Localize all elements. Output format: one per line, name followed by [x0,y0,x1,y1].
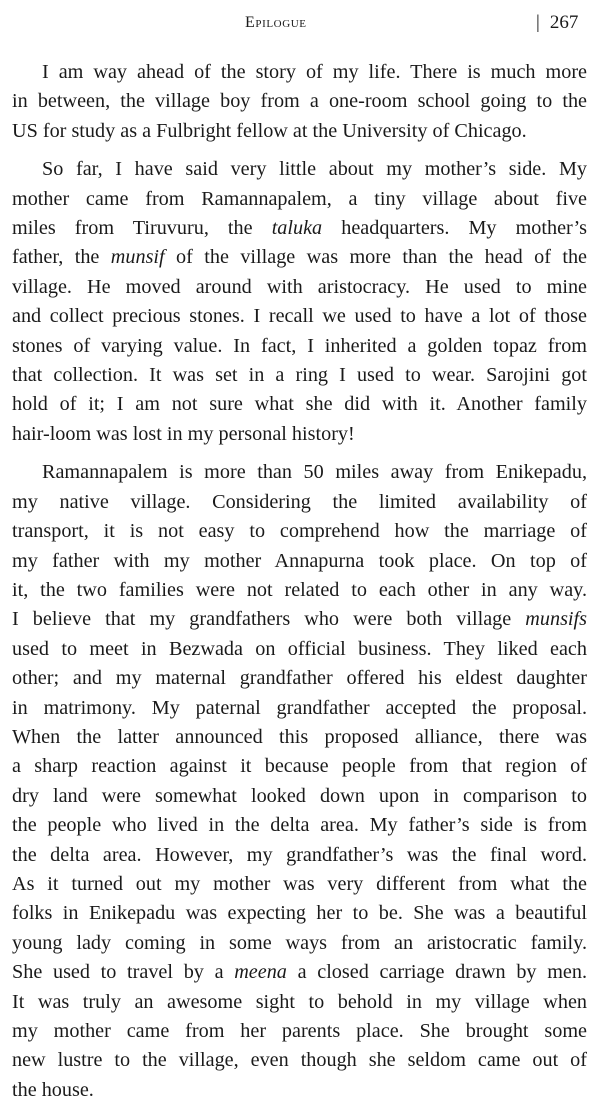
text-line [12,1017,587,1046]
text-line [12,332,587,361]
text-run: it, the two families were not related to each other in any way. [12,578,587,601]
text-run: and collect precious stones. I recall we used to have a lot of those [12,305,587,328]
text-line [12,155,587,184]
text-line [12,929,587,958]
text-line [12,58,587,87]
text-line [12,576,587,605]
text-run: young lady coming in some ways from an aristocratic family. [12,931,587,954]
paragraph [12,58,587,146]
text-line [12,841,587,870]
text-line [12,958,587,987]
text-run: the delta area. However, my grandfather’s was the final word. [12,843,587,866]
text-line [12,302,587,331]
text-line [12,273,587,302]
text-run: new lustre to the village, even though she seldom came out of [12,1049,587,1072]
text-run: in between, the village boy from a one-room school going to the [12,90,587,113]
text-line [12,420,587,449]
text-line [12,214,587,243]
text-run: the people who lived in the delta area. My father’s side is from [12,814,587,837]
text-line [12,547,587,576]
italic-term: munsif [110,246,165,269]
text-line [12,870,587,899]
text-run: Ramannapalem is more than 50 miles away from Enikepadu, [42,461,587,484]
text-line [12,243,587,272]
text-run: headquarters. My mother’s [322,217,587,240]
page-header [0,12,600,42]
text-run: miles from Tiruvuru, the [12,217,272,240]
text-line [12,1046,587,1075]
text-line [12,752,587,781]
text-line [12,185,587,214]
text-run: When the latter announced this proposed alliance, there was [12,725,587,748]
italic-term: taluka [271,217,323,240]
text-run: that collection. It was set in a ring I used to wear. Sarojini got [12,364,587,387]
text-line [12,988,587,1017]
text-line [12,664,587,693]
text-run: transport, it is not easy to comprehend how the marriage of [12,520,587,543]
text-line [12,694,587,723]
text-line [12,117,587,146]
text-line [12,517,587,546]
body-text [12,58,587,1114]
text-run: hold of it; I am not sure what she did with it. Another family [12,393,587,416]
text-line [12,1076,587,1105]
page-number-block [536,12,578,34]
running-head: Epilogue [245,14,307,31]
text-run: I am way ahead of the story of my life. There is much more [42,61,587,83]
text-line [12,635,587,664]
header-separator: | [536,12,540,33]
text-run: mother came from Ramannapalem, a tiny village about five [12,187,587,210]
text-line [12,782,587,811]
text-line [12,723,587,752]
text-run: It was truly an awesome sight to behold in my village when [12,990,587,1013]
text-run: As it turned out my mother was very different from what the [12,872,587,895]
text-line [12,605,587,634]
text-line [12,87,587,116]
text-run: my native village. Considering the limited availability of [12,490,587,513]
text-run: my mother came from her parents place. She brought some [12,1020,587,1042]
text-run: a sharp reaction against it because people from that region of [12,755,587,778]
text-run: US for study as a Fulbright fellow at the University of Chicago. [12,119,527,142]
text-line [12,488,587,517]
text-line [12,361,587,390]
text-run: a closed carriage drawn by men. [286,961,587,984]
text-run: I believe that my grandfathers who were both village [12,608,526,631]
text-line [12,811,587,840]
italic-term: munsifs [525,608,587,631]
text-run: hair-loom was lost in my personal history! [12,422,355,445]
text-run: used to meet in Bezwada on official business. They liked each [12,637,587,660]
text-run: She used to travel by a [12,961,235,984]
text-run: stones of varying value. In fact, I inherited a golden topaz from [12,334,587,357]
text-run: village. He moved around with aristocracy. He used to mine [12,275,587,298]
text-run: my father with my mother Annapurna took place. On top of [12,549,587,572]
italic-term: meena [234,961,287,984]
text-run: of the village was more than the head of the [164,246,587,269]
text-run: So far, I have said very little about my mother’s side. My [42,158,587,181]
text-run: father, the [12,246,111,269]
paragraph [12,458,587,1105]
paragraph [12,155,587,449]
text-run: dry land were somewhat looked down upon in comparison to [12,784,587,807]
text-run: in matrimony. My paternal grandfather accepted the proposal. [12,696,587,719]
text-run: folks in Enikepadu was expecting her to be. She was a beautiful [12,902,587,925]
text-line [12,899,587,928]
text-run: other; and my maternal grandfather offered his eldest daughter [12,667,587,690]
text-line [12,390,587,419]
page-number: 267 [549,12,579,33]
text-run: the house. [12,1078,94,1101]
text-line [12,458,587,487]
